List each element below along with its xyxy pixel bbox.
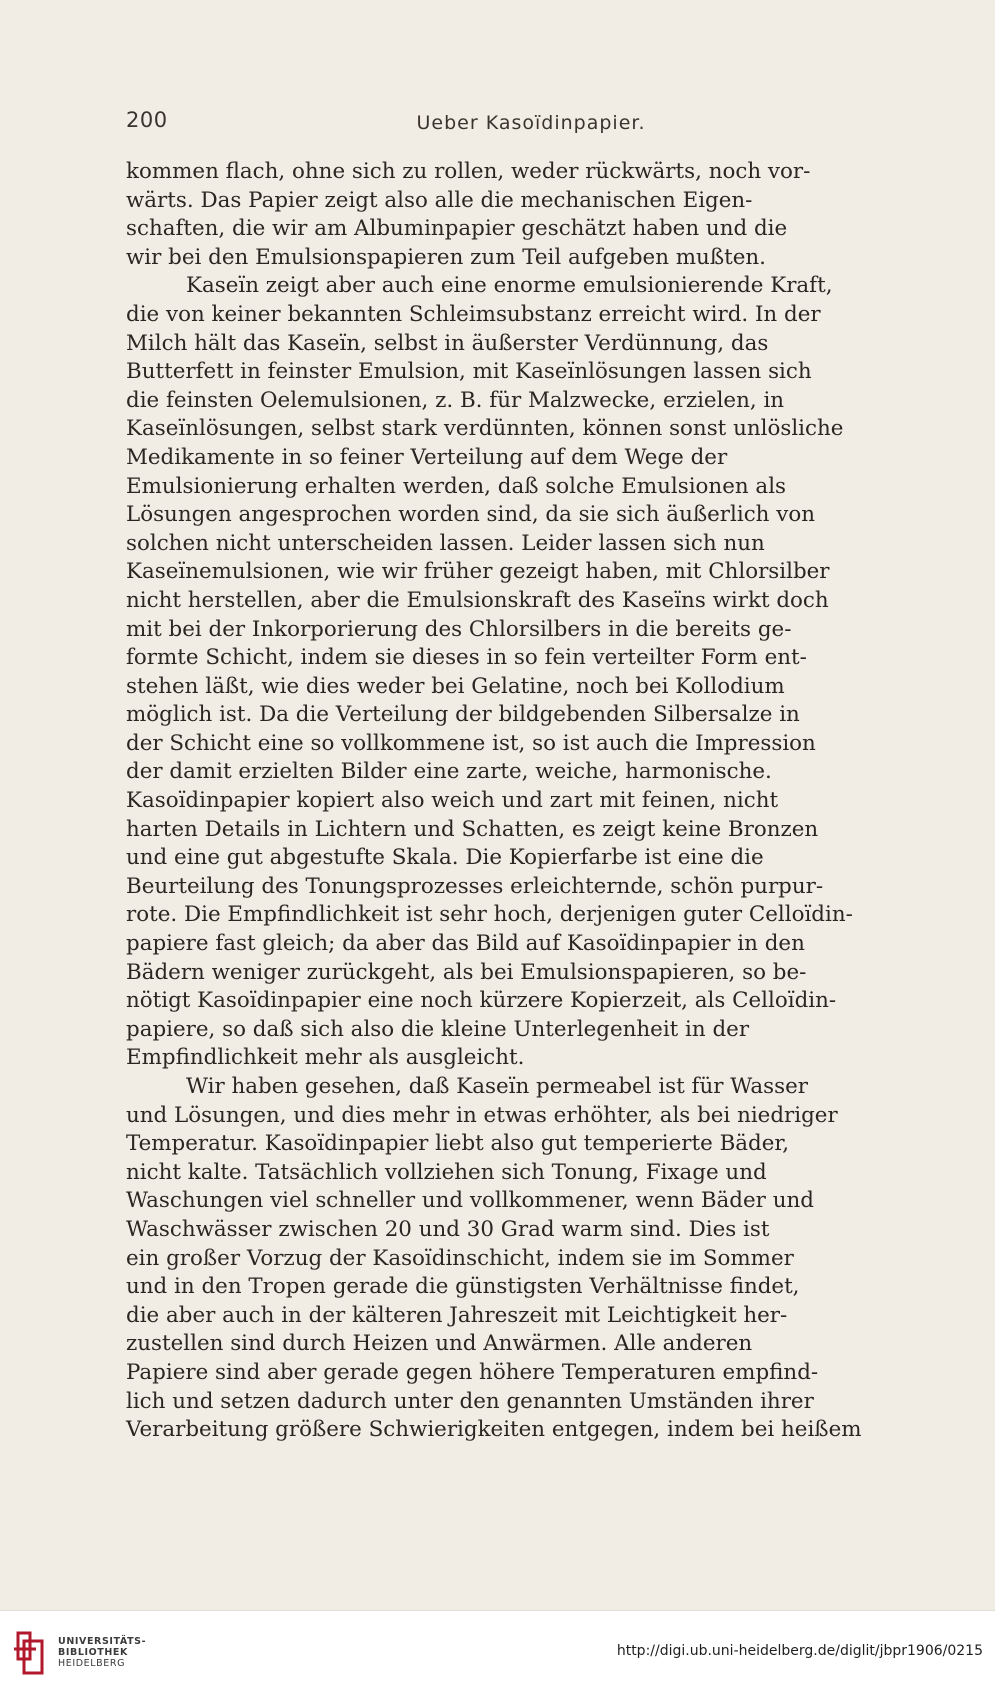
paragraph-1 (126, 158, 930, 272)
text-line: nötigt Kasoïdinpapier eine noch kürzere Kopierzeit, als Celloïdin- (126, 988, 837, 1014)
page-header (126, 108, 936, 142)
text-line: der Schicht eine so vollkommene ist, so ist auch die Impression (126, 730, 816, 756)
text-line: Papiere sind aber gerade gegen höhere Temperaturen empfind- (126, 1359, 819, 1385)
text-line: Butterfett in feinster Emulsion, mit Kaseïnlösungen lassen sich (126, 359, 812, 385)
text-line: schaften, die wir am Albuminpapier geschätzt haben und die (126, 216, 788, 242)
source-url-link[interactable]: http://digi.ub.uni-heidelberg.de/diglit/jbpr1906/0215 (616, 1643, 983, 1659)
text-line: rote. Die Empfindlichkeit ist sehr hoch, derjenigen guter Celloïdin- (126, 902, 853, 928)
university-seal-icon (10, 1629, 50, 1677)
library-name-line1: UNIVERSITÄTS- (58, 1636, 147, 1647)
text-line: ein großer Vorzug der Kasoïdinschicht, indem sie im Sommer (126, 1245, 794, 1271)
text-line: nicht kalte. Tatsächlich vollziehen sich Tonung, Fixage und (126, 1159, 767, 1185)
body-text (126, 158, 930, 1445)
text-line: Lösungen angesprochen worden sind, da sie sich äußerlich von (126, 502, 815, 528)
text-line: Kaseïnemulsionen, wie wir früher gezeigt haben, mit Chlorsilber (126, 559, 830, 585)
text-line: Beurteilung des Tonungsprozesses erleichternde, schön purpur- (126, 873, 824, 899)
text-line: Medikamente in so feiner Verteilung auf dem Wege der (126, 444, 728, 470)
text-line: lich und setzen dadurch unter den genannten Umständen ihrer (126, 1388, 814, 1414)
text-line: und in den Tropen gerade die günstigsten Verhältnisse findet, (126, 1274, 800, 1300)
text-line: Bädern weniger zurückgeht, als bei Emulsionspapieren, so be- (126, 959, 807, 985)
running-title: Ueber Kasoïdinpapier. (416, 112, 646, 134)
footer-bar (0, 1610, 995, 1691)
text-line: die von keiner bekannten Schleimsubstanz erreicht wird. In der (126, 301, 821, 327)
text-line: papiere, so daß sich also die kleine Unterlegenheit in der (126, 1016, 750, 1042)
text-line: wärts. Das Papier zeigt also alle die mechanischen Eigen- (126, 187, 753, 213)
text-line: Milch hält das Kaseïn, selbst in äußerster Verdünnung, das (126, 330, 769, 356)
text-line: der damit erzielten Bilder eine zarte, weiche, harmonische. (126, 759, 772, 785)
library-name-line3: HEIDELBERG (58, 1658, 126, 1669)
text-line: Emulsionierung erhalten werden, daß solche Emulsionen als (126, 473, 787, 499)
text-line: harten Details in Lichtern und Schatten, es zeigt keine Bronzen (126, 816, 819, 842)
library-name-line2: BIBLIOTHEK (58, 1647, 128, 1658)
text-line: Kaseïnlösungen, selbst stark verdünnten, können sonst unlösliche (126, 416, 844, 442)
text-line: mit bei der Inkorporierung des Chlorsilbers in die bereits ge- (126, 616, 792, 642)
text-line: Wir haben gesehen, daß Kaseïn permeabel ist für Wasser (186, 1074, 808, 1099)
library-name (58, 1636, 146, 1669)
paragraph-2 (126, 272, 930, 1073)
text-line: kommen flach, ohne sich zu rollen, weder rückwärts, noch vor- (126, 159, 811, 184)
text-line: wir bei den Emulsionspapieren zum Teil aufgeben mußten. (126, 244, 766, 270)
text-line: und Lösungen, und dies mehr in etwas erhöhter, als bei niedriger (126, 1102, 838, 1128)
text-line: möglich ist. Da die Verteilung der bildgebenden Silbersalze in (126, 702, 800, 728)
text-line: nicht herstellen, aber die Emulsionskraft des Kaseïns wirkt doch (126, 587, 829, 613)
text-line: Kasoïdinpapier kopiert also weich und zart mit feinen, nicht (126, 788, 779, 814)
text-line: formte Schicht, indem sie dieses in so fein verteilter Form ent- (126, 645, 807, 671)
text-line: Empfindlichkeit mehr als ausgleicht. (126, 1045, 525, 1071)
paragraph-3 (126, 1073, 930, 1445)
text-line: zustellen sind durch Heizen und Anwärmen. Alle anderen (126, 1331, 753, 1357)
text-line: Waschungen viel schneller und vollkommener, wenn Bäder und (126, 1188, 814, 1214)
page-number: 200 (126, 108, 168, 132)
text-line: und eine gut abgestufte Skala. Die Kopierfarbe ist eine die (126, 845, 764, 871)
text-line: solchen nicht unterscheiden lassen. Leider lassen sich nun (126, 530, 765, 556)
text-line: Waschwässer zwischen 20 und 30 Grad warm sind. Dies ist (126, 1216, 770, 1242)
text-line: papiere fast gleich; da aber das Bild auf Kasoïdinpapier in den (126, 931, 805, 957)
text-line: Temperatur. Kasoïdinpapier liebt also gut temperierte Bäder, (126, 1131, 790, 1157)
text-line: die aber auch in der kälteren Jahreszeit mit Leichtigkeit her- (126, 1302, 788, 1328)
text-line: Verarbeitung größere Schwierigkeiten entgegen, indem bei heißem (126, 1417, 862, 1443)
text-line: Kaseïn zeigt aber auch eine enorme emulsionierende Kraft, (186, 273, 833, 299)
text-line: die feinsten Oelemulsionen, z. B. für Malzwecke, erzielen, in (126, 387, 785, 413)
text-line: stehen läßt, wie dies weder bei Gelatine, noch bei Kollodium (126, 673, 785, 699)
